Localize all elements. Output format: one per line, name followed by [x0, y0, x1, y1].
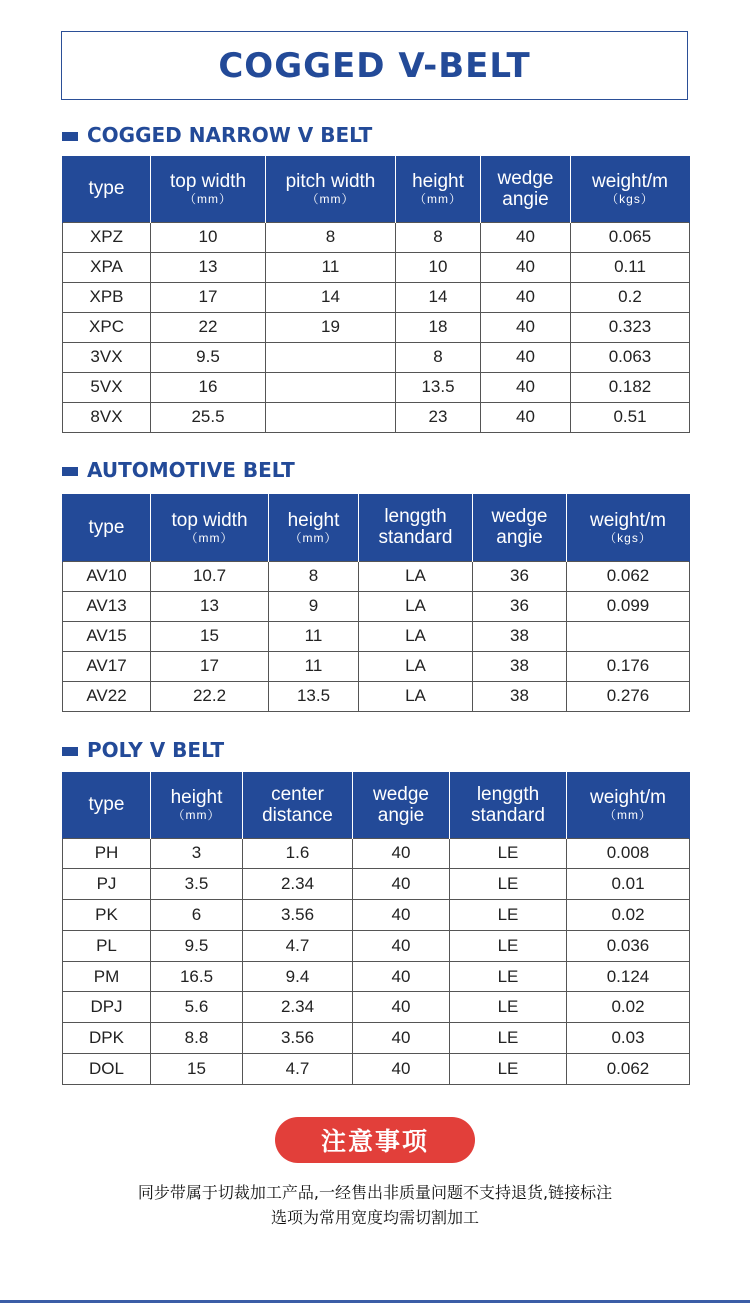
table-row: [63, 992, 690, 1023]
table-row: [63, 252, 690, 282]
table-cell: 18: [396, 312, 481, 342]
table-cell: LE: [450, 992, 567, 1023]
column-header-label: pitch width: [285, 171, 376, 193]
table-cell: 10: [151, 222, 266, 252]
column-header-label: center distance: [262, 783, 333, 826]
section-heading-text: POLY V BELT: [87, 738, 225, 762]
table-cell: 13: [151, 591, 269, 621]
table-cell: LE: [450, 1023, 567, 1054]
table-row: [63, 651, 690, 681]
table-cell: 0.182: [571, 372, 690, 402]
table-cell: 0.036: [567, 930, 690, 961]
column-header: [481, 156, 571, 222]
table-cell: 0.03: [567, 1023, 690, 1054]
column-header: [450, 772, 567, 838]
column-header-label: top width: [169, 171, 247, 193]
column-header-unit: （mm）: [604, 808, 652, 823]
table-row: [63, 930, 690, 961]
column-header-label: top width: [171, 509, 248, 531]
table-cell: 40: [481, 402, 571, 432]
table-cell: 10: [396, 252, 481, 282]
table-cell: XPC: [63, 312, 151, 342]
table-cell: 15: [151, 621, 269, 651]
table-cell: 10.7: [151, 561, 269, 591]
column-header: [396, 156, 481, 222]
column-header-unit: （mm）: [185, 530, 234, 545]
column-header: [151, 156, 266, 222]
table-cell: 0.063: [571, 342, 690, 372]
table-row: [63, 342, 690, 372]
table-row: [63, 372, 690, 402]
table-cell: 5VX: [63, 372, 151, 402]
table-cell: LE: [450, 900, 567, 931]
column-header-label: wedge angie: [497, 167, 554, 210]
table-cell: 0.124: [567, 961, 690, 992]
table-row: [63, 282, 690, 312]
table-cell: 2.34: [243, 869, 353, 900]
column-header: [266, 156, 396, 222]
table-cell: 0.062: [567, 561, 690, 591]
table-cell: 0.099: [567, 591, 690, 621]
table-cell: 0.062: [567, 1054, 690, 1085]
notice-badge-label: 注意事项: [320, 1127, 429, 1156]
table-row: [63, 1023, 690, 1054]
table-cell: 14: [396, 282, 481, 312]
column-header-unit: （mm）: [172, 808, 221, 823]
notice-line: 同步带属于切裁加工产品,一经售出非质量问题不支持退货,链接标注: [137, 1183, 613, 1202]
column-header: [63, 156, 151, 222]
table-row: [63, 1054, 690, 1085]
table-cell: 40: [481, 282, 571, 312]
table-cell: 25.5: [151, 402, 266, 432]
table-cell: PH: [63, 838, 151, 869]
page-title: COGGED V-BELT: [218, 45, 531, 86]
column-header-unit: （mm）: [184, 192, 232, 207]
column-header-unit: （mm）: [414, 192, 462, 207]
table-cell: 19: [266, 312, 396, 342]
table-cell: 8: [266, 222, 396, 252]
table-cell: 8VX: [63, 402, 151, 432]
column-header: [359, 494, 473, 561]
table-cell: 9.4: [243, 961, 353, 992]
page-title-box: [61, 31, 688, 100]
square-bullet-icon: [62, 747, 78, 756]
table-cell: 4.7: [243, 1054, 353, 1085]
table-cell: 0.008: [567, 838, 690, 869]
table-cell: 11: [269, 621, 359, 651]
table-cell: 0.02: [567, 992, 690, 1023]
column-header-label: weight/m: [589, 509, 667, 531]
section-heading-text: COGGED NARROW V BELT: [87, 123, 373, 147]
column-header: [151, 494, 269, 561]
table-cell: 40: [353, 992, 450, 1023]
column-header-unit: （kgs）: [606, 192, 654, 207]
table-row: [63, 621, 690, 651]
table-cell: 40: [481, 372, 571, 402]
table-cell: LA: [359, 681, 473, 711]
square-bullet-icon: [62, 467, 78, 476]
column-header-label: wedge angie: [491, 506, 548, 549]
table-cell: 3.5: [151, 869, 243, 900]
column-header: [63, 772, 151, 838]
table-cell: 36: [473, 561, 567, 591]
column-header: [567, 494, 690, 561]
table-cell: 40: [353, 1054, 450, 1085]
table-cell: XPA: [63, 252, 151, 282]
column-header-label: height: [170, 787, 223, 809]
table-cell: 4.7: [243, 930, 353, 961]
table-cell: 0.276: [567, 681, 690, 711]
table-cell: 1.6: [243, 838, 353, 869]
table-cell: AV22: [63, 681, 151, 711]
column-header-label: wedge angie: [373, 783, 429, 826]
table-cell: 9.5: [151, 930, 243, 961]
table-cell: 13: [151, 252, 266, 282]
table-cell: PL: [63, 930, 151, 961]
column-header: [473, 494, 567, 561]
table-row: [63, 838, 690, 869]
table-cell: 8: [269, 561, 359, 591]
column-header-unit: （kgs）: [604, 530, 652, 545]
table-cell: 38: [473, 651, 567, 681]
column-header: [151, 772, 243, 838]
column-header: [571, 156, 690, 222]
column-header: [567, 772, 690, 838]
column-header-label: height: [287, 509, 340, 531]
table-cell: 0.065: [571, 222, 690, 252]
table-cell: 0.51: [571, 402, 690, 432]
table-cell: PM: [63, 961, 151, 992]
table-cell: AV17: [63, 651, 151, 681]
section-heading-automotive: [62, 457, 295, 483]
table-cell: 22: [151, 312, 266, 342]
column-header-label: weight/m: [591, 171, 669, 193]
table-cell: 3.56: [243, 1023, 353, 1054]
notice-line: 选项为常用宽度均需切割加工: [270, 1208, 479, 1227]
column-header: [63, 494, 151, 561]
table-cell: 40: [353, 930, 450, 961]
table-cell: 0.2: [571, 282, 690, 312]
column-header-label: type: [88, 516, 125, 538]
table-cell: [567, 621, 690, 651]
table-cell: 2.34: [243, 992, 353, 1023]
table-cell: 38: [473, 621, 567, 651]
table-cell: 9: [269, 591, 359, 621]
table-cell: LA: [359, 651, 473, 681]
table-cell: 40: [481, 252, 571, 282]
table-cell: 0.11: [571, 252, 690, 282]
table-row: [63, 900, 690, 931]
table-cell: 0.01: [567, 869, 690, 900]
table-cell: LE: [450, 961, 567, 992]
table-cell: 15: [151, 1054, 243, 1085]
column-header-label: height: [412, 171, 464, 193]
table-cell: 16: [151, 372, 266, 402]
table-cell: 3: [151, 838, 243, 869]
table-cell: 11: [269, 651, 359, 681]
table-cell: 40: [353, 838, 450, 869]
table-cell: 8: [396, 222, 481, 252]
table-cell: 3.56: [243, 900, 353, 931]
table-row: [63, 869, 690, 900]
table-cell: 11: [266, 252, 396, 282]
table-cell: LE: [450, 869, 567, 900]
table-cell: 13.5: [269, 681, 359, 711]
table-cell: DPK: [63, 1023, 151, 1054]
table-row: [63, 681, 690, 711]
column-header: [243, 772, 353, 838]
table-cell: 8.8: [151, 1023, 243, 1054]
table-cell: [266, 372, 396, 402]
table-cell: XPZ: [63, 222, 151, 252]
cogged-narrow-table: [62, 156, 690, 433]
column-header-label: type: [88, 794, 125, 816]
table-cell: PJ: [63, 869, 151, 900]
column-header-label: lenggth standard: [378, 506, 453, 549]
table-cell: 6: [151, 900, 243, 931]
column-header-unit: （mm）: [306, 192, 355, 207]
table-cell: LE: [450, 1054, 567, 1085]
table-cell: 38: [473, 681, 567, 711]
table-cell: 40: [353, 869, 450, 900]
table-cell: PK: [63, 900, 151, 931]
square-bullet-icon: [62, 132, 78, 141]
table-row: [63, 561, 690, 591]
table-cell: 13.5: [396, 372, 481, 402]
table-cell: 3VX: [63, 342, 151, 372]
table-cell: 40: [481, 222, 571, 252]
automotive-table: [62, 494, 690, 712]
table-cell: 40: [481, 342, 571, 372]
table-cell: AV13: [63, 591, 151, 621]
table-cell: 40: [481, 312, 571, 342]
table-cell: 22.2: [151, 681, 269, 711]
column-header-unit: （mm）: [289, 530, 338, 545]
table-cell: DPJ: [63, 992, 151, 1023]
section-heading-cogged-narrow: [62, 122, 372, 148]
poly-v-table: [62, 772, 690, 1085]
table-cell: [266, 342, 396, 372]
table-cell: 9.5: [151, 342, 266, 372]
table-cell: LA: [359, 561, 473, 591]
table-row: [63, 222, 690, 252]
table-row: [63, 961, 690, 992]
table-cell: 40: [353, 900, 450, 931]
column-header-label: lenggth standard: [471, 783, 545, 826]
table-cell: XPB: [63, 282, 151, 312]
table-cell: AV10: [63, 561, 151, 591]
section-heading-poly-v: [62, 737, 224, 763]
table-cell: [266, 402, 396, 432]
table-cell: 5.6: [151, 992, 243, 1023]
table-cell: 17: [151, 651, 269, 681]
table-row: [63, 402, 690, 432]
table-cell: LA: [359, 591, 473, 621]
table-cell: 40: [353, 961, 450, 992]
notice-badge: [275, 1117, 475, 1163]
table-cell: LE: [450, 930, 567, 961]
table-cell: 40: [353, 1023, 450, 1054]
table-cell: 23: [396, 402, 481, 432]
section-heading-text: AUTOMOTIVE BELT: [87, 458, 295, 482]
column-header: [353, 772, 450, 838]
table-cell: 0.176: [567, 651, 690, 681]
column-header-label: weight/m: [589, 787, 667, 809]
table-cell: 16.5: [151, 961, 243, 992]
table-cell: AV15: [63, 621, 151, 651]
column-header: [269, 494, 359, 561]
notice-text: [60, 1180, 690, 1230]
table-cell: 14: [266, 282, 396, 312]
column-header-label: type: [88, 178, 125, 200]
table-cell: 8: [396, 342, 481, 372]
table-row: [63, 591, 690, 621]
table-cell: 17: [151, 282, 266, 312]
table-cell: LA: [359, 621, 473, 651]
table-cell: 0.323: [571, 312, 690, 342]
table-cell: 0.02: [567, 900, 690, 931]
table-cell: DOL: [63, 1054, 151, 1085]
table-cell: LE: [450, 838, 567, 869]
table-row: [63, 312, 690, 342]
table-cell: 36: [473, 591, 567, 621]
